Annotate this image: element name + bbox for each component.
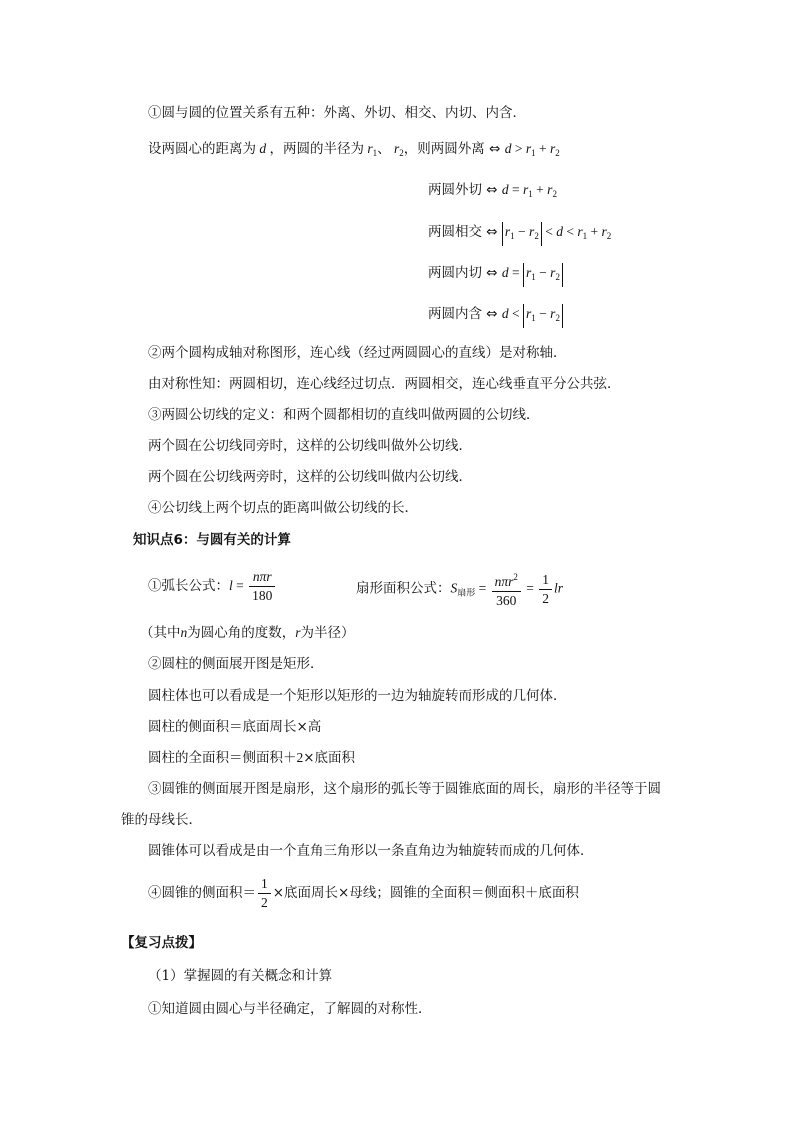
axis-symmetry-note: ②两个圆构成轴对称图形，连心线（经过两圆圆心的直线）是对称轴．	[148, 345, 567, 361]
cone-unfold-note: ③圆锥的侧面展开图是扇形，这个扇形的弧长等于圆锥底面的周长，扇形的半径等于圆	[148, 781, 661, 797]
sector-area-formula: 扇形面积公式：$S_{扇形}$ = $\frac{n\pi r^2}{360}$ = $\frac{1}{2}$ lr	[356, 568, 563, 610]
relation-external-tangent: 两圆外切 ⇔ $d = r_1 + r_2$	[428, 182, 557, 199]
common-tangent-definition: ③两圆公切线的定义：和两个圆都相切的直线叫做两圆的公切线．	[148, 407, 540, 423]
cylinder-lateral-area: 圆柱的侧面积＝底面周长×高	[148, 719, 322, 735]
external-common-tangent: 两个圆在公切线同旁时，这样的公切线叫做外公切线．	[148, 438, 472, 454]
cone-rotation-note: 圆锥体可以看成是由一个直角三角形以一条直角边为轴旋转而成的几何体．	[148, 843, 594, 859]
distance-radius-definition: 设两圆心的距离为 d ，两圆的半径为 $r_1$、 $r_2$，则两圆外离 ⇔ $d > r_1 + r_2$	[148, 141, 560, 158]
review-heading: 【复习点拨】	[121, 935, 202, 951]
section-heading-circle-calculation: 知识点6：与圆有关的计算	[133, 532, 291, 548]
circle-position-relations: ①圆与圆的位置关系有五种：外离、外切、相交、内切、内含．	[148, 105, 526, 121]
cone-unfold-note-cont: 锥的母线长．	[121, 812, 202, 828]
arc-length-formula: ①弧长公式：l = $\frac{\text{nπr}}{180}$	[148, 568, 277, 605]
cone-area-formula: ④圆锥的侧面积＝ $\frac{1}{2}$ ×底面周长×母线；圆锥的全面积＝侧面积＋底面积	[148, 876, 579, 910]
relation-contain: 两圆内含 ⇔ $d < r_1 - r_2$	[428, 304, 563, 328]
tangent-length-definition: ④公切线上两个切点的距离叫做公切线的长．	[148, 500, 418, 516]
symmetry-conclusion: 由对称性知：两圆相切，连心线经过切点．两圆相交，连心线垂直平分公共弦．	[148, 376, 621, 392]
cylinder-total-area: 圆柱的全面积＝侧面积＋2×底面积	[148, 750, 356, 766]
formula-variable-note: （其中n为圆心角的度数，r为半径）	[140, 625, 355, 641]
relation-internal-tangent: 两圆内切 ⇔ $d = r_1 - r_2$	[428, 263, 563, 287]
relation-intersect: 两圆相交 ⇔ $r_1 - r_2 < d < r_1 + r_2$	[428, 222, 611, 246]
cylinder-rotation-note: 圆柱体也可以看成是一个矩形以矩形的一边为轴旋转而形成的几何体．	[148, 688, 567, 704]
cylinder-unfold-note: ②圆柱的侧面展开图是矩形．	[148, 656, 324, 672]
internal-common-tangent: 两个圆在公切线两旁时，这样的公切线叫做内公切线．	[148, 469, 472, 485]
review-point-1: ①知道圆由圆心与半径确定，了解圆的对称性．	[148, 1001, 432, 1017]
review-subheading: （1）掌握圆的有关概念和计算	[148, 968, 333, 984]
